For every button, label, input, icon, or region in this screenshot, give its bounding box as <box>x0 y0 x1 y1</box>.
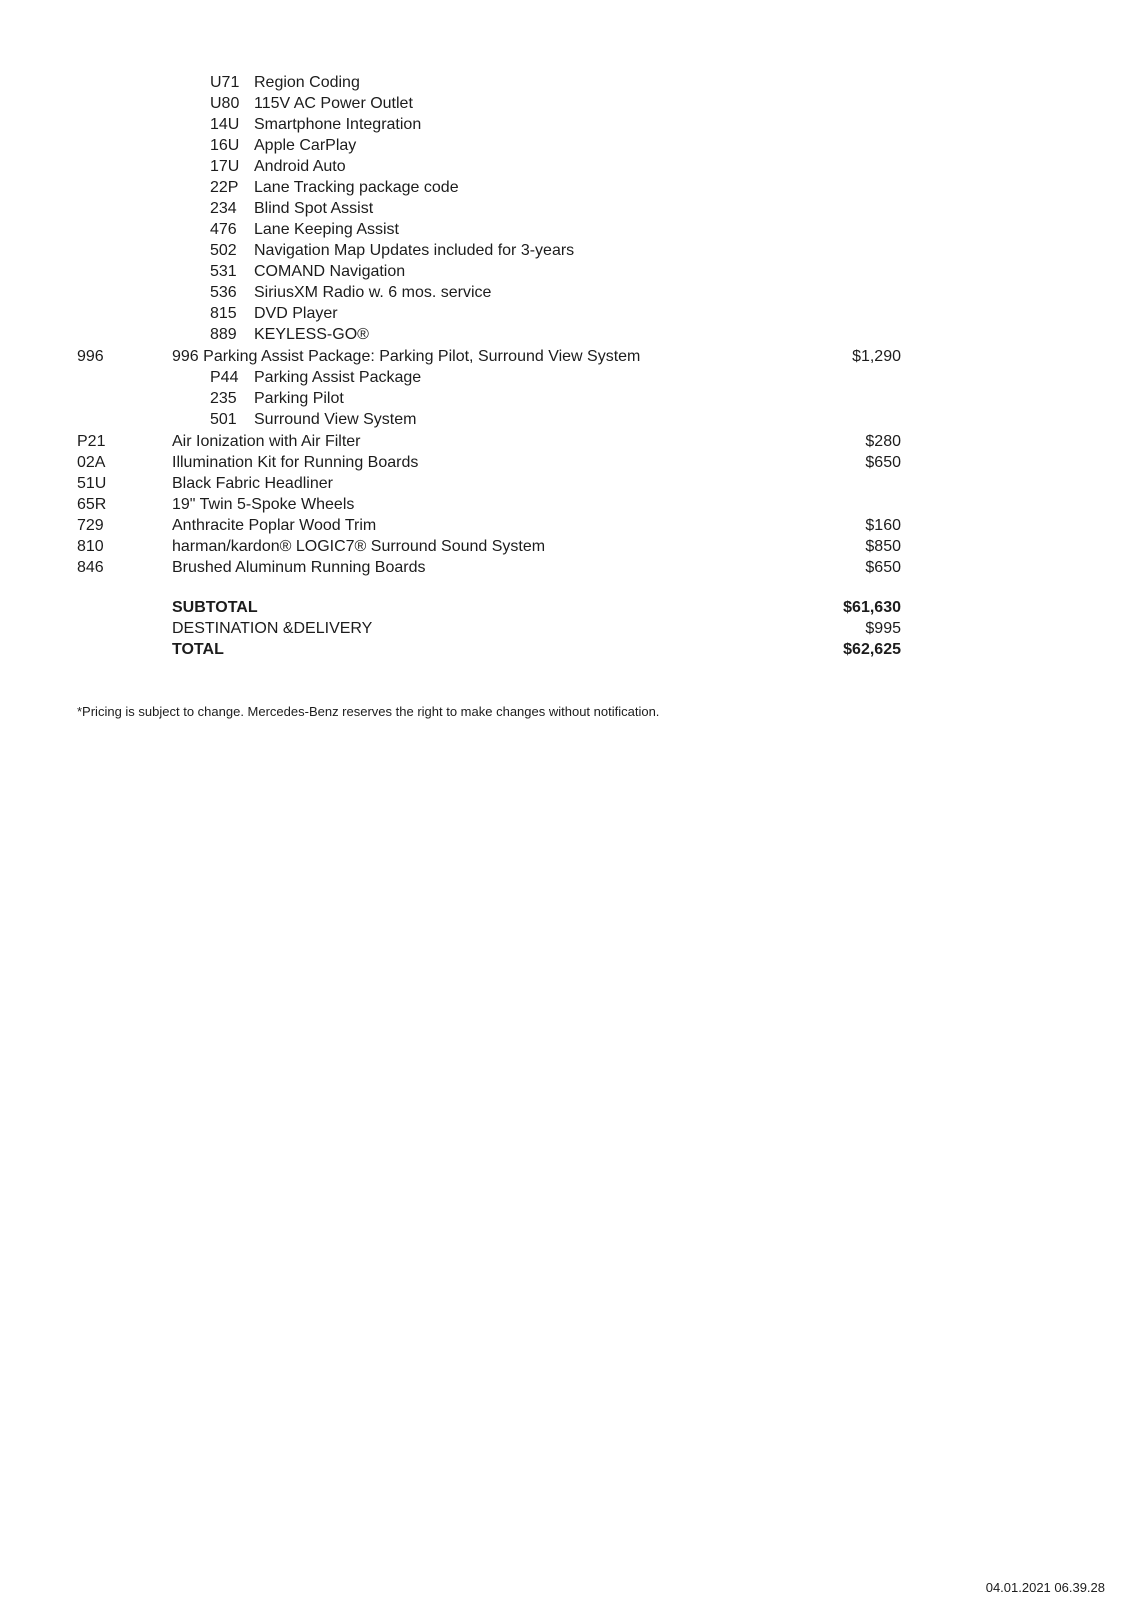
option-description: SiriusXM Radio w. 6 mos. service <box>254 284 492 301</box>
option-description: KEYLESS-GO® <box>254 326 369 343</box>
print-timestamp: 04.01.2021 06.39.28 <box>985 1580 1105 1595</box>
option-row <box>0 452 1131 474</box>
option-description: Android Auto <box>254 158 346 175</box>
sub-option-row <box>0 177 1131 199</box>
option-code: 531 <box>210 263 237 280</box>
option-code: P21 <box>77 433 106 450</box>
option-code: 22P <box>210 179 239 196</box>
option-price: $1,290 <box>852 348 901 365</box>
sub-option-row <box>0 198 1131 220</box>
option-row <box>0 536 1131 558</box>
option-row <box>0 431 1131 453</box>
destination-row <box>0 618 1131 640</box>
option-row <box>0 515 1131 537</box>
option-description: Parking Assist Package <box>254 369 422 386</box>
option-code: 235 <box>210 390 237 407</box>
option-price: $850 <box>865 538 901 555</box>
sub-option-row <box>0 135 1131 157</box>
option-code: 502 <box>210 242 237 259</box>
option-row <box>0 494 1131 516</box>
option-code: U80 <box>210 95 240 112</box>
sub-option-row <box>0 367 1131 389</box>
option-description: Blind Spot Assist <box>254 200 374 217</box>
option-code: 476 <box>210 221 237 238</box>
option-description: Brushed Aluminum Running Boards <box>172 559 426 576</box>
total-value: $62,625 <box>843 641 901 658</box>
sub-option-row <box>0 261 1131 283</box>
sub-option-row <box>0 114 1131 136</box>
option-description: 996 Parking Assist Package: Parking Pilot, Surround View System <box>172 348 641 365</box>
total-label: TOTAL <box>172 641 224 658</box>
option-row <box>0 557 1131 579</box>
option-code: 17U <box>210 158 240 175</box>
subtotal-label: SUBTOTAL <box>172 599 258 616</box>
option-code: 65R <box>77 496 107 513</box>
option-code: 501 <box>210 411 237 428</box>
subtotal-value: $61,630 <box>843 599 901 616</box>
option-code: 234 <box>210 200 237 217</box>
option-description: 19" Twin 5-Spoke Wheels <box>172 496 355 513</box>
option-description: Parking Pilot <box>254 390 344 407</box>
option-code: 846 <box>77 559 104 576</box>
sub-option-row <box>0 409 1131 431</box>
destination-value: $995 <box>865 620 901 637</box>
option-description: Smartphone Integration <box>254 116 422 133</box>
option-description: Air Ionization with Air Filter <box>172 433 361 450</box>
option-code: 51U <box>77 475 107 492</box>
sub-option-row <box>0 388 1131 410</box>
option-description: Lane Keeping Assist <box>254 221 399 238</box>
subtotal-row <box>0 597 1131 619</box>
option-row <box>0 346 1131 368</box>
option-code: 810 <box>77 538 104 555</box>
option-description: DVD Player <box>254 305 338 322</box>
option-price: $650 <box>865 454 901 471</box>
option-description: Illumination Kit for Running Boards <box>172 454 419 471</box>
option-description: Navigation Map Updates included for 3-years <box>254 242 575 259</box>
option-price: $160 <box>865 517 901 534</box>
option-code: 889 <box>210 326 237 343</box>
option-code: U71 <box>210 74 240 91</box>
option-description: Black Fabric Headliner <box>172 475 333 492</box>
option-code: 729 <box>77 517 104 534</box>
option-code: 16U <box>210 137 240 154</box>
option-code: 815 <box>210 305 237 322</box>
sub-option-row <box>0 324 1131 346</box>
option-code: 536 <box>210 284 237 301</box>
option-description: Region Coding <box>254 74 360 91</box>
option-description: Surround View System <box>254 411 417 428</box>
option-price: $650 <box>865 559 901 576</box>
sub-option-row <box>0 240 1131 262</box>
sub-option-row <box>0 282 1131 304</box>
option-row <box>0 473 1131 495</box>
sub-option-row <box>0 93 1131 115</box>
option-description: Lane Tracking package code <box>254 179 459 196</box>
sub-option-row <box>0 219 1131 241</box>
pricing-disclaimer: *Pricing is subject to change. Mercedes-Benz reserves the right to make changes without notification. <box>77 704 660 719</box>
option-code: 14U <box>210 116 240 133</box>
option-code: 02A <box>77 454 106 471</box>
sub-option-row <box>0 303 1131 325</box>
option-code: 996 <box>77 348 104 365</box>
option-description: COMAND Navigation <box>254 263 406 280</box>
option-code: P44 <box>210 369 239 386</box>
option-description: 115V AC Power Outlet <box>254 95 413 112</box>
option-description: Anthracite Poplar Wood Trim <box>172 517 377 534</box>
option-price: $280 <box>865 433 901 450</box>
destination-label: DESTINATION &DELIVERY <box>172 620 373 637</box>
total-row <box>0 639 1131 661</box>
option-description: harman/kardon® LOGIC7® Surround Sound System <box>172 538 546 555</box>
option-description: Apple CarPlay <box>254 137 357 154</box>
sub-option-row <box>0 72 1131 94</box>
sub-option-row <box>0 156 1131 178</box>
